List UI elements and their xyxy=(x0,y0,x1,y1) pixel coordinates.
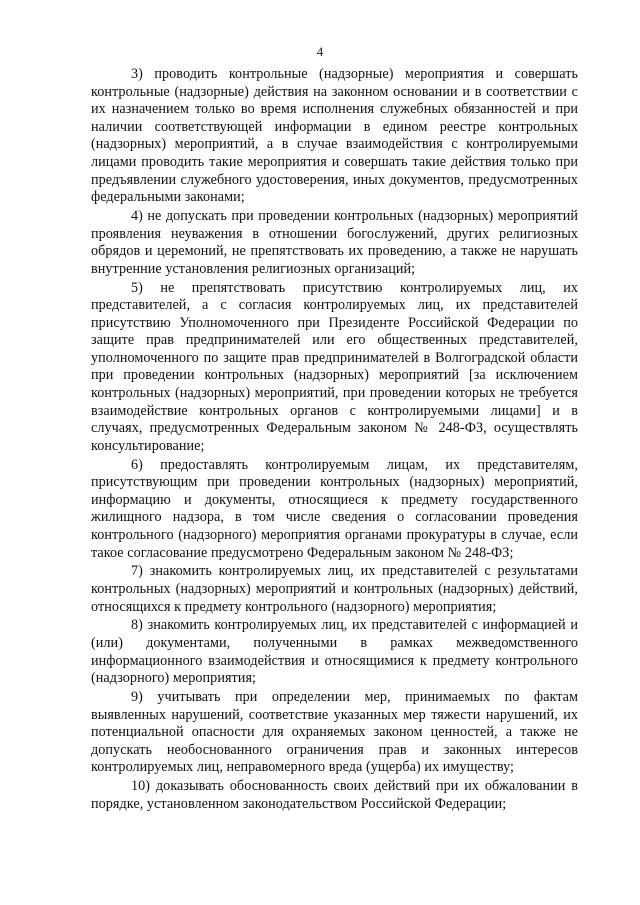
page-number: 4 xyxy=(316,44,324,59)
paragraph-item-8: 8) знакомить контролируемых лиц, их представителей с информацией и (или) документами, полученными в рамках межведомственного информационного взаимодействия и относящимися к предмету контрольного (надзорного) мероприятия; xyxy=(91,617,578,687)
paragraph-item-6: 6) предоставлять контролируемым лицам, их представителям, присутствующим при проведении контрольных (надзорных) мероприятий, информацию и документы, относящиеся к предмету государственного жилищного надзора, в том числе сведения о согласовании проведения контрольного (надзорного) мероприятия органами прокуратуры в случае, если такое согласование предусмотрено Федеральным законом № 248-ФЗ; xyxy=(91,456,578,561)
paragraph-item-10: 10) доказывать обоснованность своих действий при их обжаловании в порядке, установленном законодательством Российской Федерации; xyxy=(91,778,578,812)
paragraph-item-7: 7) знакомить контролируемых лиц, их представителей с результатами контрольных (надзорных) мероприятий и контрольных (надзорных) действий, относящихся к предмету контрольного (надзорного) мероприятия; xyxy=(91,563,578,615)
paragraph-item-3: 3) проводить контрольные (надзорные) мероприятия и совершать контрольные (надзорные) действия на законном основании и в соответствии с их назначением только во время исполнения служебных обязанностей и при наличии соответствующей информации в едином реестре контрольных (надзорных) мероприятий, а в случае взаимодействия с контролируемыми лицами проводить такие мероприятия и совершать такие действия только при предъявлении служебного удостоверения, иных документов, предусмотренных федеральными законами; xyxy=(91,66,578,206)
paragraph-item-5: 5) не препятствовать присутствию контролируемых лиц, их представителей, а с согласия контролируемых лиц, их представителей присутствию Уполномоченного при Президенте Российской Федерации по защите прав предпринимателей или его общественных представителей, уполномоченного по защите прав предпринимателей в Волгоградской области при проведении контрольных (надзорных) мероприятий [за исключением контрольных (надзорных) мероприятий, при проведении которых не требуется взаимодействие контрольных органов с контролируемыми лицами] и в случаях, предусмотренных Федеральным законом № 248-ФЗ, осуществлять консультирование; xyxy=(91,279,578,454)
paragraph-item-4: 4) не допускать при проведении контрольных (надзорных) мероприятий проявления неуважения в отношении богослужений, других религиозных обрядов и церемоний, не препятствовать их проведению, а также не нарушать внутренние установления религиозных организаций; xyxy=(91,207,578,277)
document-body xyxy=(91,66,578,814)
paragraph-item-9: 9) учитывать при определении мер, принимаемых по фактам выявленных нарушений, соответствие указанных мер тяжести нарушений, их потенциальной опасности для охраняемых законом ценностей, а также не допускать необоснованного ограничения прав и законных интересов контролируемых лиц, неправомерного вреда (ущерба) их имуществу; xyxy=(91,688,578,776)
